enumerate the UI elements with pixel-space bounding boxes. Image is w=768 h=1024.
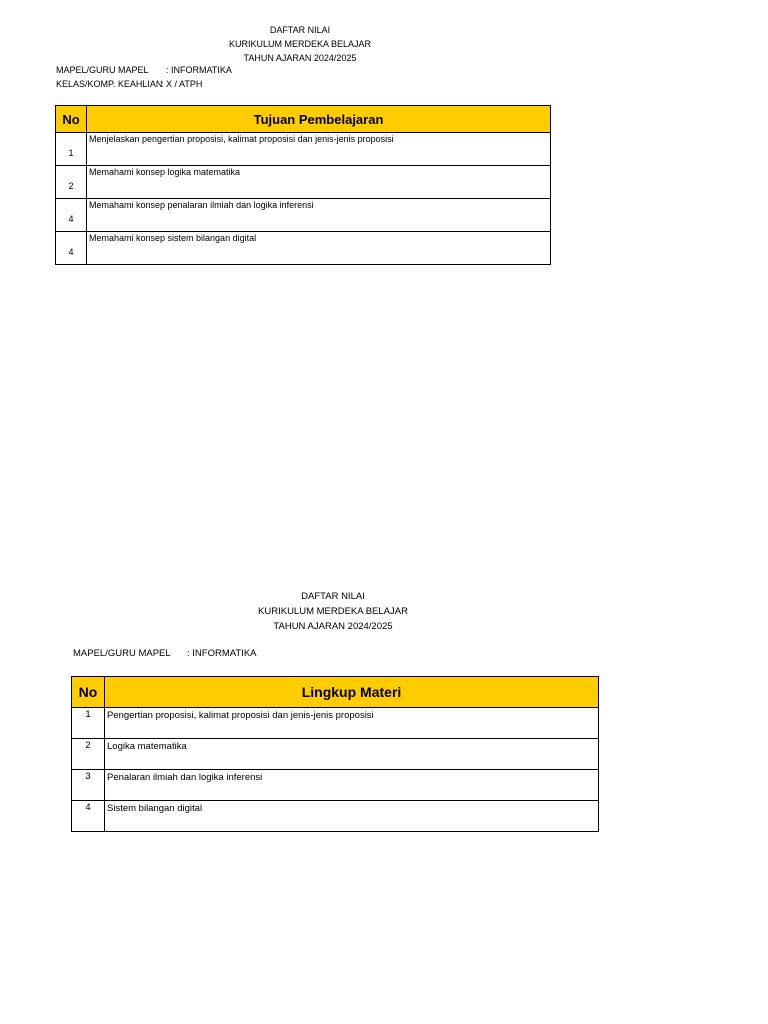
row-number: 1 xyxy=(72,708,105,739)
column-header-tujuan: Tujuan Pembelajaran xyxy=(87,106,551,133)
column-header-no: No xyxy=(56,106,87,133)
row-text: Penalaran ilmiah dan logika inferensi xyxy=(105,770,599,801)
row-number: 4 xyxy=(56,199,87,232)
page1-header xyxy=(200,23,400,65)
row-text: Memahami konsep sistem bilangan digital xyxy=(87,232,551,265)
page1-subject-label: MAPEL/GURU MAPEL xyxy=(56,65,149,75)
page1-class-row xyxy=(56,77,232,91)
row-number: 4 xyxy=(72,801,105,832)
page2-subject-value: : INFORMATIKA xyxy=(187,648,257,659)
row-number: 4 xyxy=(56,232,87,265)
page2-meta xyxy=(73,647,257,661)
row-text: Memahami konsep penalaran ilmiah dan logika inferensi xyxy=(87,199,551,232)
table-row xyxy=(56,199,551,232)
row-number: 3 xyxy=(72,770,105,801)
table-row xyxy=(56,232,551,265)
page2-subject-row xyxy=(73,647,257,661)
row-text: Logika matematika xyxy=(105,739,599,770)
table-row xyxy=(56,166,551,199)
lingkup-materi-table xyxy=(71,676,599,832)
table-header-row xyxy=(72,677,599,708)
page2-curriculum: KURIKULUM MERDEKA BELAJAR xyxy=(258,606,408,617)
page1-class-value: : X / ATPH xyxy=(161,79,203,89)
page1-title: DAFTAR NILAI xyxy=(269,25,331,35)
table-row xyxy=(72,708,599,739)
table-row xyxy=(72,739,599,770)
page1-subject-row xyxy=(56,63,232,77)
table-row xyxy=(72,801,599,832)
page2-header xyxy=(233,589,433,634)
page2-title: DAFTAR NILAI xyxy=(301,591,365,602)
page1-meta xyxy=(56,63,232,91)
page1-curriculum: KURIKULUM MERDEKA BELAJAR xyxy=(228,39,372,49)
row-text: Pengertian proposisi, kalimat proposisi dan jenis-jenis proposisi xyxy=(105,708,599,739)
column-header-no: No xyxy=(72,677,105,708)
page1-year: TAHUN AJARAN 2024/2025 xyxy=(243,53,357,63)
column-header-lingkup: Lingkup Materi xyxy=(105,677,599,708)
row-number: 1 xyxy=(56,133,87,166)
row-text: Menjelaskan pengertian proposisi, kalimat proposisi dan jenis-jenis proposisi xyxy=(87,133,551,166)
page1-subject-value: : INFORMATIKA xyxy=(166,65,232,75)
row-text: Sistem bilangan digital xyxy=(105,801,599,832)
tujuan-pembelajaran-table xyxy=(55,105,551,265)
row-number: 2 xyxy=(72,739,105,770)
row-text: Memahami konsep logika matematika xyxy=(87,166,551,199)
table-header-row xyxy=(56,106,551,133)
row-number: 2 xyxy=(56,166,87,199)
page1-class-label: KELAS/KOMP. KEAHLIAN xyxy=(56,79,163,89)
table-row xyxy=(56,133,551,166)
table-row xyxy=(72,770,599,801)
page2-year: TAHUN AJARAN 2024/2025 xyxy=(273,621,393,632)
page2-subject-label: MAPEL/GURU MAPEL xyxy=(73,648,171,659)
